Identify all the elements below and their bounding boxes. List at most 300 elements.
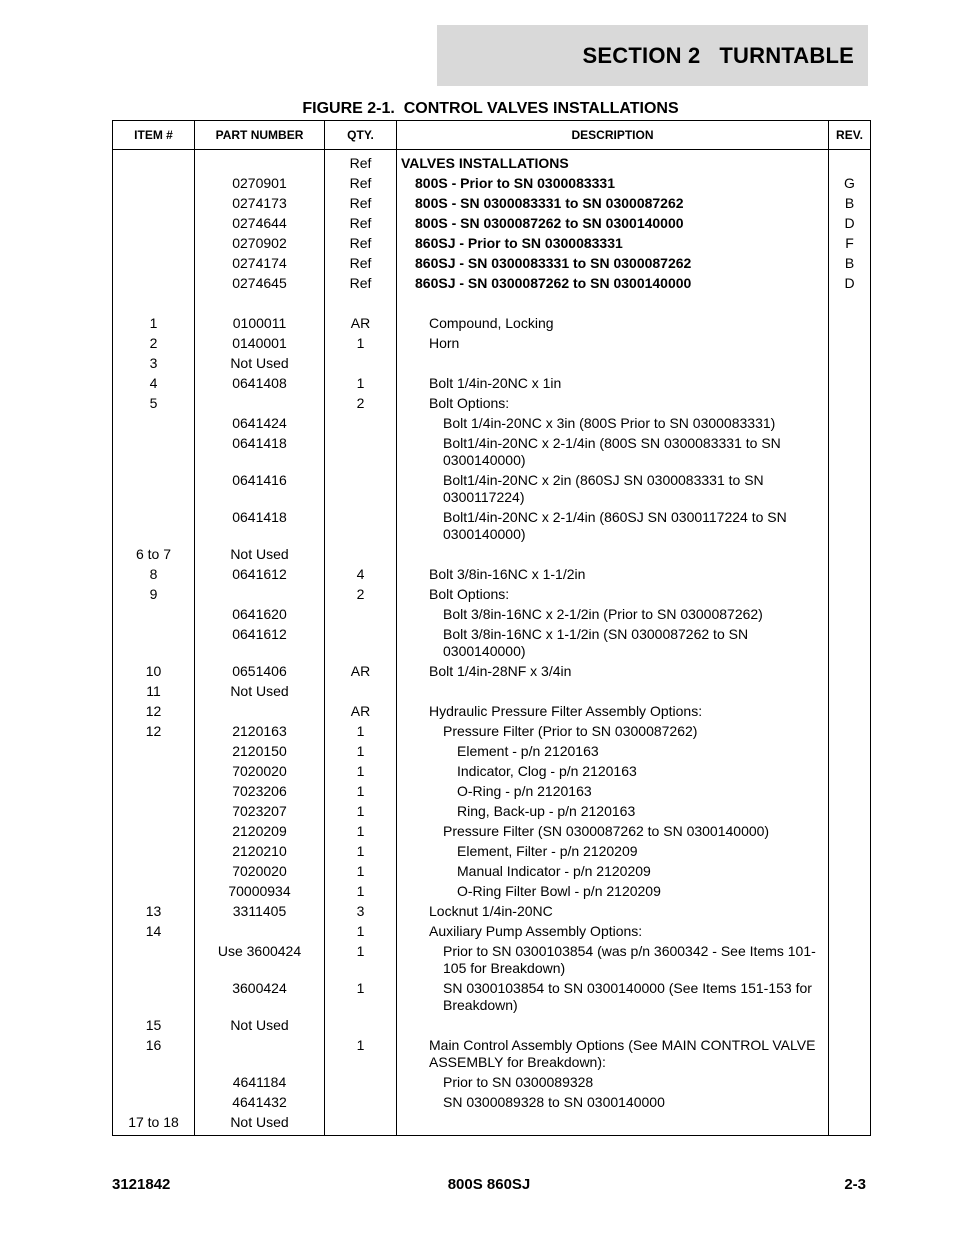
item-cell: 8 <box>113 565 195 585</box>
qty-cell <box>325 414 397 434</box>
rev-cell <box>829 802 871 822</box>
part-number-cell: 7020020 <box>195 862 325 882</box>
rev-cell <box>829 922 871 942</box>
description-text: Bolt 3/8in-16NC x 1-1/2in <box>429 566 586 582</box>
part-number-cell: Not Used <box>195 682 325 702</box>
description-text: Element - p/n 2120163 <box>457 743 599 759</box>
header-description: DESCRIPTION <box>397 121 829 150</box>
rev-cell <box>829 471 871 508</box>
part-number-cell <box>195 150 325 175</box>
rev-cell <box>829 662 871 682</box>
rev-cell <box>829 742 871 762</box>
description-text: Hydraulic Pressure Filter Assembly Options: <box>429 703 703 719</box>
description-cell <box>397 174 829 194</box>
part-number-cell: 0270901 <box>195 174 325 194</box>
description-text: O-Ring - p/n 2120163 <box>457 783 592 799</box>
description-cell <box>397 234 829 254</box>
part-number-cell: 0641416 <box>195 471 325 508</box>
description-text: Compound, Locking <box>429 315 554 331</box>
rev-cell <box>829 394 871 414</box>
rev-cell <box>829 354 871 374</box>
description-text: Horn <box>429 335 460 351</box>
description-text: Auxiliary Pump Assembly Options: <box>429 923 643 939</box>
qty-cell: 1 <box>325 882 397 902</box>
part-number-cell <box>195 1036 325 1073</box>
description-text: Manual Indicator - p/n 2120209 <box>457 863 651 879</box>
qty-cell: 2 <box>325 394 397 414</box>
qty-cell: AR <box>325 702 397 722</box>
header-part-number: PART NUMBER <box>195 121 325 150</box>
part-number-cell <box>195 585 325 605</box>
item-cell: 3 <box>113 354 195 374</box>
table-row <box>113 842 871 862</box>
table-row <box>113 414 871 434</box>
rev-cell <box>829 508 871 545</box>
part-number-cell: 0270902 <box>195 234 325 254</box>
rev-cell <box>829 545 871 565</box>
part-number-cell: 0274645 <box>195 274 325 294</box>
item-cell <box>113 1073 195 1093</box>
qty-cell: 1 <box>325 374 397 394</box>
part-number-cell: 0274174 <box>195 254 325 274</box>
description-cell <box>397 274 829 294</box>
item-cell: 15 <box>113 1016 195 1036</box>
table-row <box>113 150 871 175</box>
table-row <box>113 565 871 585</box>
rev-cell <box>829 942 871 979</box>
item-cell <box>113 862 195 882</box>
description-cell <box>397 1016 829 1036</box>
part-number-cell <box>195 294 325 314</box>
rev-cell <box>829 150 871 175</box>
part-number-cell: 0651406 <box>195 662 325 682</box>
rev-cell <box>829 1036 871 1073</box>
part-number-cell <box>195 702 325 722</box>
description-cell <box>397 314 829 334</box>
table-row <box>113 1016 871 1036</box>
item-cell <box>113 294 195 314</box>
rev-cell <box>829 585 871 605</box>
description-cell <box>397 565 829 585</box>
qty-cell: 1 <box>325 979 397 1016</box>
part-number-cell: 7023206 <box>195 782 325 802</box>
rev-cell <box>829 374 871 394</box>
qty-cell <box>325 1093 397 1113</box>
description-text: Bolt 3/8in-16NC x 1-1/2in (SN 0300087262 to SN 0300140000) <box>443 626 749 659</box>
table-row <box>113 682 871 702</box>
qty-cell: Ref <box>325 194 397 214</box>
rev-cell: B <box>829 194 871 214</box>
description-text: Bolt 1/4in-20NC x 1in <box>429 375 562 391</box>
figure-title: FIGURE 2-1. CONTROL VALVES INSTALLATIONS <box>302 100 679 117</box>
rev-cell <box>829 414 871 434</box>
qty-cell <box>325 605 397 625</box>
rev-cell <box>829 902 871 922</box>
qty-cell <box>325 434 397 471</box>
section-header <box>437 25 868 86</box>
table-row <box>113 1036 871 1073</box>
description-text: Bolt 1/4in-28NF x 3/4in <box>429 663 572 679</box>
description-text: Main Control Assembly Options (See MAIN CONTROL VALVE ASSEMBLY for Breakdown): <box>429 1037 816 1070</box>
description-text: Bolt 3/8in-16NC x 2-1/2in (Prior to SN 0300087262) <box>443 606 763 622</box>
table-row <box>113 314 871 334</box>
description-cell <box>397 508 829 545</box>
description-text: 800S - Prior to SN 0300083331 <box>415 175 616 191</box>
item-cell <box>113 782 195 802</box>
description-cell <box>397 762 829 782</box>
description-cell <box>397 414 829 434</box>
item-cell <box>113 150 195 175</box>
footer-model: 800S 860SJ <box>447 1176 531 1193</box>
qty-cell: 1 <box>325 782 397 802</box>
header-qty: QTY. <box>325 121 397 150</box>
item-cell <box>113 254 195 274</box>
item-cell: 17 to 18 <box>113 1113 195 1136</box>
header-item: ITEM # <box>113 121 195 150</box>
part-number-cell: 3600424 <box>195 979 325 1016</box>
description-text: Element, Filter - p/n 2120209 <box>457 843 638 859</box>
item-cell: 16 <box>113 1036 195 1073</box>
qty-cell <box>325 508 397 545</box>
table-row <box>113 902 871 922</box>
rev-cell <box>829 862 871 882</box>
rev-cell: F <box>829 234 871 254</box>
qty-cell: Ref <box>325 254 397 274</box>
description-text: Bolt1/4in-20NC x 2-1/4in (800S SN 0300083331 to SN 0300140000) <box>443 435 781 468</box>
description-cell <box>397 471 829 508</box>
item-cell: 12 <box>113 722 195 742</box>
qty-cell: 1 <box>325 942 397 979</box>
rev-cell <box>829 979 871 1016</box>
part-number-cell: 0641620 <box>195 605 325 625</box>
description-cell <box>397 585 829 605</box>
qty-cell: AR <box>325 662 397 682</box>
description-cell <box>397 922 829 942</box>
rev-cell <box>829 1113 871 1136</box>
table-row <box>113 214 871 234</box>
section-title: SECTION 2 TURNTABLE <box>582 42 854 68</box>
part-number-cell: 0641408 <box>195 374 325 394</box>
qty-cell: 1 <box>325 742 397 762</box>
part-number-cell: 4641432 <box>195 1093 325 1113</box>
description-cell <box>397 742 829 762</box>
qty-cell <box>325 1016 397 1036</box>
item-cell <box>113 842 195 862</box>
table-row <box>113 1113 871 1136</box>
qty-cell: 1 <box>325 762 397 782</box>
item-cell <box>113 942 195 979</box>
table-row <box>113 605 871 625</box>
item-cell <box>113 1093 195 1113</box>
qty-cell <box>325 682 397 702</box>
description-text: 860SJ - Prior to SN 0300083331 <box>415 235 623 251</box>
item-cell <box>113 508 195 545</box>
item-cell: 1 <box>113 314 195 334</box>
part-number-cell: 3311405 <box>195 902 325 922</box>
description-text: Ring, Back-up - p/n 2120163 <box>457 803 636 819</box>
description-cell <box>397 882 829 902</box>
item-cell <box>113 625 195 662</box>
item-cell <box>113 414 195 434</box>
description-text: Pressure Filter (SN 0300087262 to SN 0300140000) <box>443 823 770 839</box>
description-cell <box>397 942 829 979</box>
qty-cell: AR <box>325 314 397 334</box>
qty-cell <box>325 1073 397 1093</box>
qty-cell: 1 <box>325 802 397 822</box>
qty-cell: 1 <box>325 922 397 942</box>
item-cell <box>113 274 195 294</box>
table-row <box>113 862 871 882</box>
item-cell <box>113 471 195 508</box>
description-cell <box>397 822 829 842</box>
rev-cell: B <box>829 254 871 274</box>
description-cell <box>397 545 829 565</box>
part-number-cell: Not Used <box>195 545 325 565</box>
rev-cell <box>829 782 871 802</box>
description-cell <box>397 902 829 922</box>
description-text: 800S - SN 0300083331 to SN 0300087262 <box>415 195 684 211</box>
part-number-cell: 0641612 <box>195 565 325 585</box>
description-text: Indicator, Clog - p/n 2120163 <box>457 763 637 779</box>
table-row <box>113 722 871 742</box>
description-cell <box>397 682 829 702</box>
table-row <box>113 334 871 354</box>
item-cell <box>113 174 195 194</box>
part-number-cell: 0641418 <box>195 508 325 545</box>
part-number-cell: 7023207 <box>195 802 325 822</box>
qty-cell: 3 <box>325 902 397 922</box>
rev-cell <box>829 822 871 842</box>
qty-cell: Ref <box>325 214 397 234</box>
part-number-cell: 70000934 <box>195 882 325 902</box>
rev-cell <box>829 294 871 314</box>
rev-cell <box>829 682 871 702</box>
description-text: O-Ring Filter Bowl - p/n 2120209 <box>457 883 661 899</box>
description-cell <box>397 374 829 394</box>
description-text: Bolt1/4in-20NC x 2-1/4in (860SJ SN 0300117224 to SN 0300140000) <box>443 509 787 542</box>
part-number-cell: 0100011 <box>195 314 325 334</box>
rev-cell <box>829 605 871 625</box>
qty-cell <box>325 625 397 662</box>
table-row <box>113 1093 871 1113</box>
description-cell <box>397 862 829 882</box>
description-cell <box>397 1093 829 1113</box>
item-cell <box>113 194 195 214</box>
rev-cell <box>829 842 871 862</box>
qty-cell <box>325 471 397 508</box>
table-row <box>113 742 871 762</box>
part-number-cell <box>195 922 325 942</box>
rev-cell: G <box>829 174 871 194</box>
part-number-cell: 0641424 <box>195 414 325 434</box>
rev-cell <box>829 1073 871 1093</box>
qty-cell: 1 <box>325 722 397 742</box>
part-number-cell: Not Used <box>195 1016 325 1036</box>
description-cell <box>397 150 829 175</box>
item-cell: 9 <box>113 585 195 605</box>
description-text: Bolt1/4in-20NC x 2in (860SJ SN 0300083331 to SN 0300117224) <box>443 472 764 505</box>
table-header-row <box>113 121 871 150</box>
qty-cell: Ref <box>325 150 397 175</box>
qty-cell <box>325 354 397 374</box>
qty-cell: 4 <box>325 565 397 585</box>
part-number-cell: 2120150 <box>195 742 325 762</box>
qty-cell <box>325 294 397 314</box>
table-row <box>113 802 871 822</box>
parts-table <box>112 120 871 1136</box>
table-row <box>113 625 871 662</box>
description-cell <box>397 214 829 234</box>
item-cell: 12 <box>113 702 195 722</box>
rev-cell <box>829 565 871 585</box>
part-number-cell: 7020020 <box>195 762 325 782</box>
description-text: 860SJ - SN 0300083331 to SN 0300087262 <box>415 255 692 271</box>
description-cell <box>397 605 829 625</box>
item-cell: 2 <box>113 334 195 354</box>
item-cell <box>113 214 195 234</box>
description-cell <box>397 1073 829 1093</box>
part-number-cell: 2120163 <box>195 722 325 742</box>
table-row <box>113 194 871 214</box>
description-text: 800S - SN 0300087262 to SN 0300140000 <box>415 215 684 231</box>
description-text: SN 0300089328 to SN 0300140000 <box>443 1094 665 1110</box>
table-row <box>113 922 871 942</box>
table-row <box>113 394 871 414</box>
rev-cell <box>829 882 871 902</box>
description-cell <box>397 1036 829 1073</box>
table-row <box>113 1073 871 1093</box>
qty-cell: Ref <box>325 274 397 294</box>
qty-cell: Ref <box>325 174 397 194</box>
table-row <box>113 822 871 842</box>
description-cell <box>397 194 829 214</box>
table-row <box>113 508 871 545</box>
item-cell <box>113 742 195 762</box>
table-row <box>113 254 871 274</box>
item-cell <box>113 822 195 842</box>
description-cell <box>397 782 829 802</box>
header-rev: REV. <box>829 121 871 150</box>
parts-table-body <box>113 150 871 1136</box>
part-number-cell: 0641612 <box>195 625 325 662</box>
table-spacer-row <box>113 294 871 314</box>
table-row <box>113 942 871 979</box>
description-cell <box>397 294 829 314</box>
table-row <box>113 434 871 471</box>
description-cell <box>397 702 829 722</box>
item-cell: 6 to 7 <box>113 545 195 565</box>
rev-cell <box>829 434 871 471</box>
part-number-cell: 0274644 <box>195 214 325 234</box>
qty-cell <box>325 1113 397 1136</box>
part-number-cell: Use 3600424 <box>195 942 325 979</box>
table-row <box>113 545 871 565</box>
description-text: Bolt Options: <box>429 586 510 602</box>
table-row <box>113 354 871 374</box>
qty-cell: Ref <box>325 234 397 254</box>
description-text: SN 0300103854 to SN 0300140000 (See Items 151-153 for Breakdown) <box>443 980 812 1013</box>
table-row <box>113 471 871 508</box>
rev-cell <box>829 702 871 722</box>
item-cell <box>113 434 195 471</box>
description-cell <box>397 662 829 682</box>
part-number-cell: Not Used <box>195 354 325 374</box>
table-row <box>113 702 871 722</box>
description-text: Locknut 1/4in-20NC <box>429 903 553 919</box>
description-cell <box>397 334 829 354</box>
table-row <box>113 174 871 194</box>
qty-cell: 2 <box>325 585 397 605</box>
description-cell <box>397 434 829 471</box>
part-number-cell: 2120209 <box>195 822 325 842</box>
description-cell <box>397 394 829 414</box>
item-cell <box>113 979 195 1016</box>
part-number-cell: 0274173 <box>195 194 325 214</box>
rev-cell <box>829 1093 871 1113</box>
table-row <box>113 234 871 254</box>
table-row <box>113 979 871 1016</box>
item-cell <box>113 605 195 625</box>
part-number-cell: 0641418 <box>195 434 325 471</box>
rev-cell: D <box>829 274 871 294</box>
description-text: Pressure Filter (Prior to SN 0300087262) <box>443 723 698 739</box>
table-row <box>113 762 871 782</box>
part-number-cell: 4641184 <box>195 1073 325 1093</box>
part-number-cell <box>195 394 325 414</box>
rev-cell <box>829 762 871 782</box>
item-cell <box>113 802 195 822</box>
description-text: VALVES INSTALLATIONS <box>401 155 569 171</box>
table-row <box>113 274 871 294</box>
description-text: 860SJ - SN 0300087262 to SN 0300140000 <box>415 275 692 291</box>
table-row <box>113 882 871 902</box>
item-cell: 10 <box>113 662 195 682</box>
description-cell <box>397 842 829 862</box>
qty-cell <box>325 545 397 565</box>
item-cell: 13 <box>113 902 195 922</box>
qty-cell: 1 <box>325 1036 397 1073</box>
description-cell <box>397 1113 829 1136</box>
qty-cell: 1 <box>325 862 397 882</box>
description-cell <box>397 354 829 374</box>
item-cell: 11 <box>113 682 195 702</box>
rev-cell <box>829 1016 871 1036</box>
table-row <box>113 782 871 802</box>
item-cell <box>113 762 195 782</box>
qty-cell: 1 <box>325 842 397 862</box>
item-cell: 14 <box>113 922 195 942</box>
description-text: Bolt 1/4in-20NC x 3in (800S Prior to SN 0300083331) <box>443 415 776 431</box>
table-row <box>113 374 871 394</box>
description-cell <box>397 625 829 662</box>
description-text: Prior to SN 0300089328 <box>443 1074 594 1090</box>
description-cell <box>397 979 829 1016</box>
rev-cell <box>829 722 871 742</box>
table-row <box>113 662 871 682</box>
rev-cell: D <box>829 214 871 234</box>
footer-doc-number: 3121842 <box>112 1176 171 1193</box>
description-cell <box>397 254 829 274</box>
part-number-cell: 0140001 <box>195 334 325 354</box>
item-cell: 4 <box>113 374 195 394</box>
footer-page-number: 2-3 <box>844 1176 866 1193</box>
table-row <box>113 585 871 605</box>
part-number-cell: Not Used <box>195 1113 325 1136</box>
item-cell <box>113 234 195 254</box>
part-number-cell: 2120210 <box>195 842 325 862</box>
description-cell <box>397 802 829 822</box>
qty-cell: 1 <box>325 822 397 842</box>
